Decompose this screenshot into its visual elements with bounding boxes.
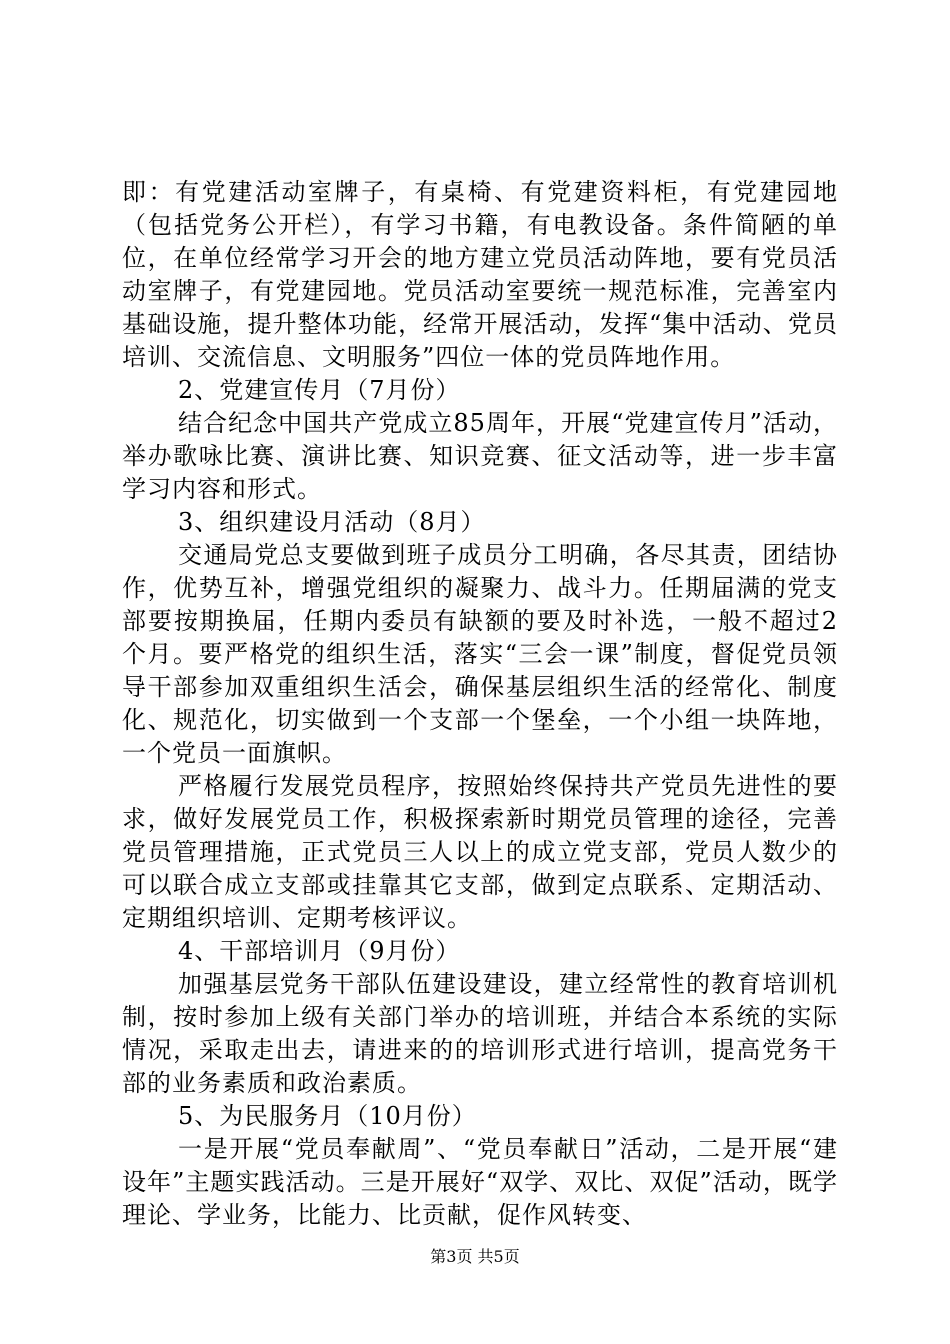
paragraph-service-month: 一是开展“党员奉献周”、“党员奉献日”活动，二是开展“建设年”主题实践活动。三是开展好“双学、双比、双促”活动，既学理论、学业务，比能力、比贡献，促作风转变、 — [122, 1135, 838, 1229]
paragraph-training-month: 加强基层党务干部队伍建设建设，建立经常性的教育培训机制，按时参加上级有关部门举办的培训班，并结合本系统的实际情况，采取走出去，请进来的的培训形式进行培训，提高党务干部的业务素质和政治素质。 — [122, 970, 838, 1097]
paragraph-facilities: 即：有党建活动室牌子，有桌椅、有党建资料柜，有党建园地（包括党务公开栏），有学习书籍，有电教设备。条件简陋的单位，在单位经常学习开会的地方建立党员活动阵地，要有党员活动室牌子，有党建园地。党员活动室要统一规范标准，完善室内基础设施，提升整体功能，经常开展活动，发挥“集中活动、党员培训、交流信息、文明服务”四位一体的党员阵地作用。 — [122, 178, 838, 371]
heading-service-month: 5、为民服务月（10月份） — [178, 1102, 477, 1130]
page-indicator: 第3页 共5页 — [430, 1247, 520, 1266]
heading-publicity-month: 2、党建宣传月（7月份） — [178, 376, 461, 404]
paragraph-publicity-month: 结合纪念中国共产党成立85周年，开展“党建宣传月”活动，举办歌咏比赛、演讲比赛、知识竞赛、征文活动等，进一步丰富学习内容和形式。 — [122, 409, 838, 503]
document-body — [122, 176, 838, 1232]
paragraph-member-development: 严格履行发展党员程序，按照始终保持共产党员先进性的要求，做好发展党员工作，积极探索新时期党员管理的途径，完善党员管理措施，正式党员三人以上的成立党支部，党员人数少的可以联合成立支部或挂靠其它支部，做到定点联系、定期活动、定期组织培训、定期考核评议。 — [122, 772, 838, 932]
page-footer — [0, 1247, 950, 1267]
heading-organization-month: 3、组织建设月活动（8月） — [178, 508, 486, 536]
paragraph-organization-month: 交通局党总支要做到班子成员分工明确，各尽其责，团结协作，优势互补，增强党组织的凝聚力、战斗力。任期届满的党支部要按期换届，任期内委员有缺额的要及时补选，一般不超过2个月。要严格党的组织生活，落实“三会一课”制度，督促党员领导干部参加双重组织生活会，确保基层组织生活的经常化、制度化、规范化，切实做到一个支部一个堡垒，一个小组一块阵地，一个党员一面旗帜。 — [122, 541, 838, 767]
heading-training-month: 4、干部培训月（9月份） — [178, 937, 461, 965]
